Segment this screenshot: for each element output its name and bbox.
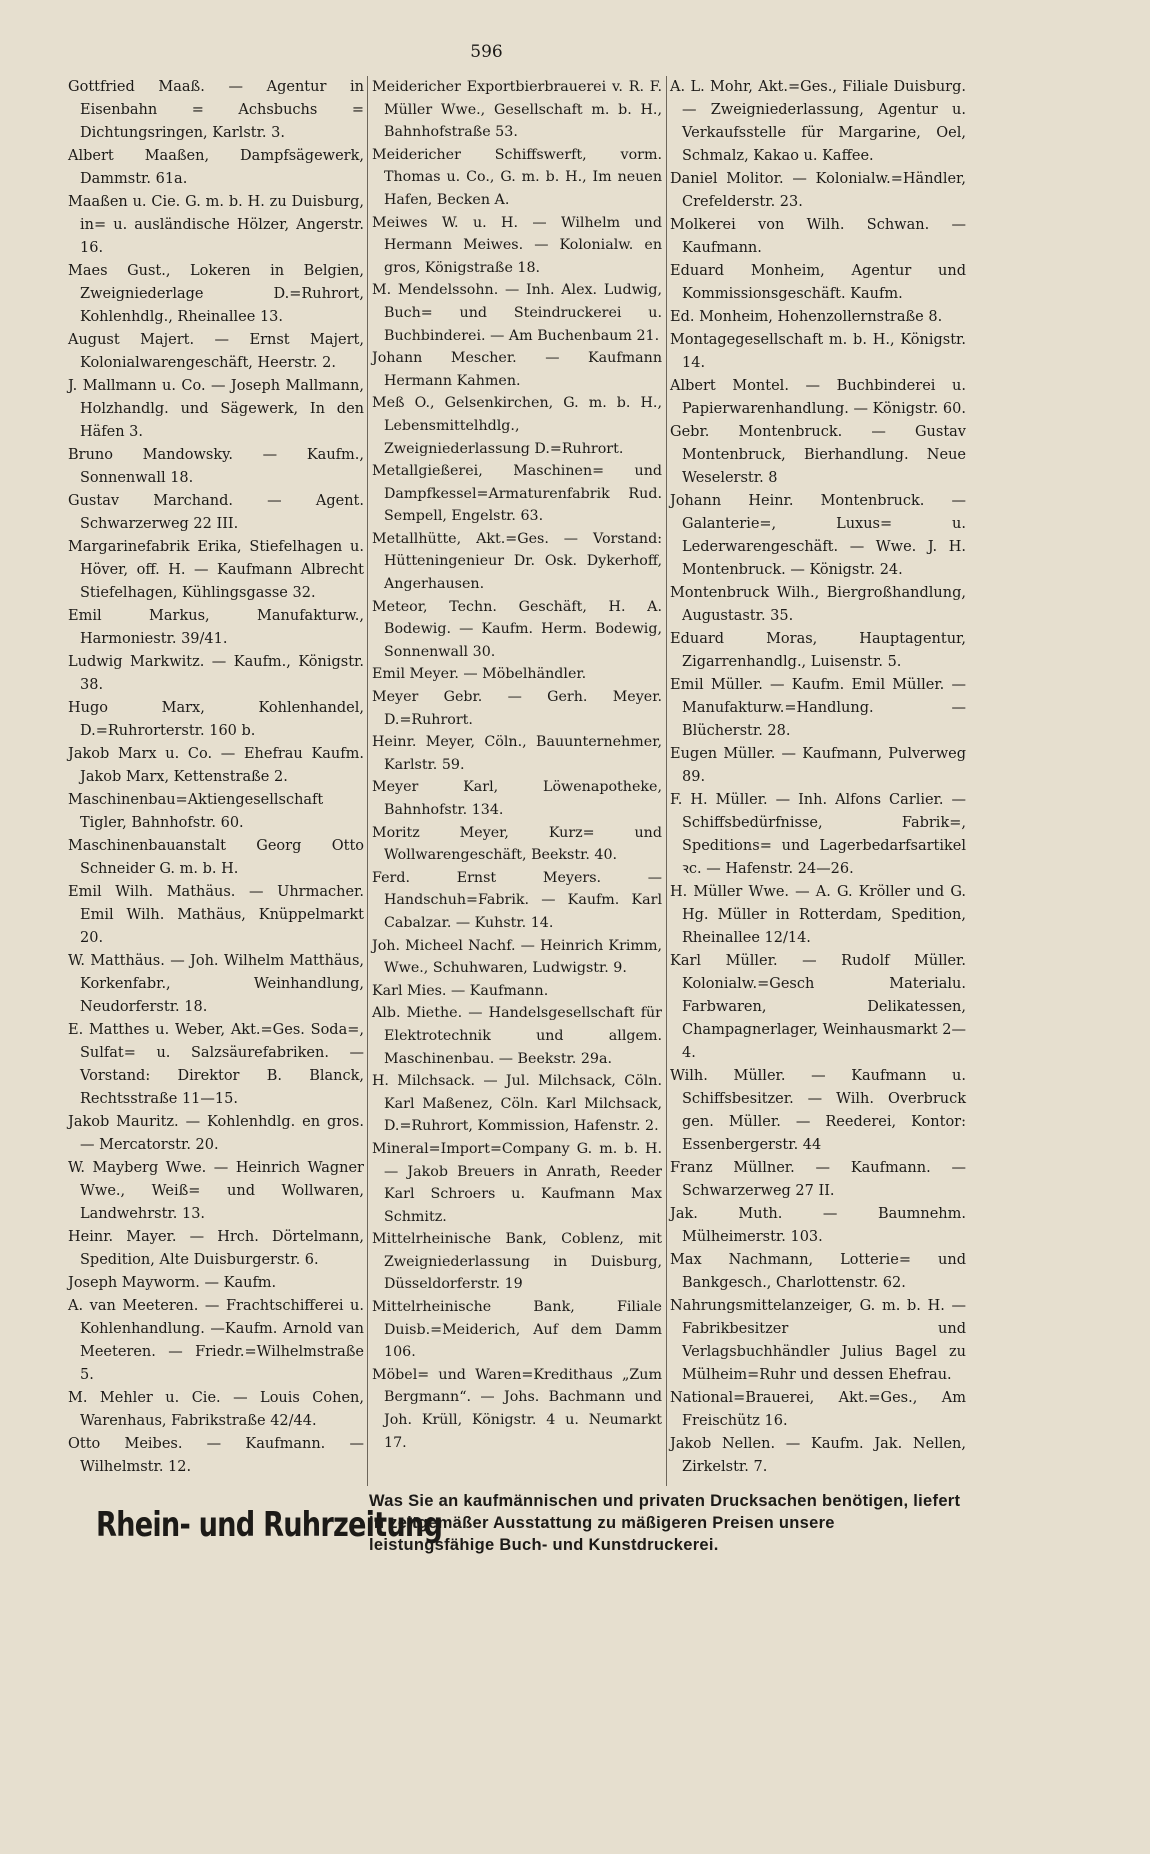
directory-entry: W. Mayberg Wwe. — Heinrich Wagner Wwe., Weiß= und Wollwaren, Landwehrstr. 13.: [68, 1160, 364, 1222]
page-number: 596: [470, 42, 503, 62]
directory-entry: Ludwig Markwitz. — Kaufm., Königstr. 38.: [68, 654, 364, 693]
directory-entry: Montenbruck Wilh., Biergroßhandlung, Augustastr. 35.: [670, 585, 966, 624]
directory-entry: Joh. Micheel Nachf. — Heinrich Krimm, Wwe., Schuhwaren, Ludwigstr. 9.: [372, 937, 662, 977]
directory-entry: M. Mendelssohn. — Inh. Alex. Ludwig, Buch= und Steindruckerei u. Buchbinderei. — Am Buchenbaum 21.: [372, 282, 662, 344]
directory-entry: Margarinefabrik Erika, Stiefelhagen u. Höver, off. H. — Kaufmann Albrecht Stiefelhagen, Kühlingsgasse 32.: [68, 539, 364, 601]
directory-entry: Albert Montel. — Buchbinderei u. Papierwarenhandlung. — Königstr. 60.: [670, 378, 966, 417]
directory-entry: Emil Müller. — Kaufm. Emil Müller. — Manufakturw.=Handlung. — Blücherstr. 28.: [670, 677, 966, 739]
directory-entry: Gustav Marchand. — Agent. Schwarzerweg 22 III.: [68, 493, 364, 532]
directory-entry: A. L. Mohr, Akt.=Ges., Filiale Duisburg. — Zweigniederlassung, Agentur u. Verkaufsstelle für Margarine, Oel, Schmalz, Kakao u. Kaffee.: [670, 79, 966, 164]
column-divider: [367, 76, 368, 1486]
directory-entry: W. Matthäus. — Joh. Wilhelm Matthäus, Korkenfabr., Weinhandlung, Neudorferstr. 18.: [68, 953, 364, 1015]
directory-entry: Meyer Gebr. — Gerh. Meyer. D.=Ruhrort.: [372, 689, 662, 728]
directory-column-3: [670, 76, 966, 1479]
directory-entry: E. Matthes u. Weber, Akt.=Ges. Soda=, Sulfat= u. Salzsäurefabriken. — Vorstand: Direktor B. Blanck, Rechtsstraße 11—15.: [68, 1022, 364, 1107]
directory-entry: Eugen Müller. — Kaufmann, Pulverweg 89.: [670, 746, 966, 785]
directory-entry: Johann Mescher. — Kaufmann Hermann Kahmen.: [372, 350, 662, 389]
directory-entry: H. Milchsack. — Jul. Milchsack, Cöln. Karl Maßenez, Cöln. Karl Milchsack, D.=Ruhrort, Kommission, Hafenstr. 2.: [372, 1073, 662, 1135]
directory-entry: Jak. Muth. — Baumnehm. Mülheimerstr. 103.: [670, 1206, 966, 1245]
advertisement-title: Rhein- und Ruhrzeitung: [96, 1505, 443, 1545]
directory-entry: Heinr. Meyer, Cöln., Bauunternehmer, Karlstr. 59.: [372, 734, 662, 773]
directory-entry: Montagegesellschaft m. b. H., Königstr. 14.: [670, 332, 966, 371]
directory-entry: J. Mallmann u. Co. — Joseph Mallmann, Holzhandlg. und Sägewerk, In den Häfen 3.: [68, 378, 364, 440]
directory-column-1: [68, 76, 364, 1479]
advertisement: [96, 1490, 965, 1560]
directory-entry: Meß O., Gelsenkirchen, G. m. b. H., Lebensmittelhdlg., Zweigniederlassung D.=Ruhrort.: [372, 395, 662, 457]
directory-entry: Jakob Mauritz. — Kohlenhdlg. en gros. — Mercatorstr. 20.: [68, 1114, 364, 1153]
directory-entry: Karl Mies. — Kaufmann.: [372, 982, 549, 999]
directory-entry: Ferd. Ernst Meyers. — Handschuh=Fabrik. — Kaufm. Karl Cabalzar. — Kuhstr. 14.: [372, 869, 662, 931]
directory-entry: Emil Wilh. Mathäus. — Uhrmacher. Emil Wilh. Mathäus, Knüppelmarkt 20.: [68, 884, 364, 946]
directory-entry: Gottfried Maaß. — Agentur in Eisenbahn = Achsbuchs = Dichtungsringen, Karlstr. 3.: [68, 79, 364, 141]
directory-entry: F. H. Müller. — Inh. Alfons Carlier. — Schiffsbedürfnisse, Fabrik=, Speditions= und Lagerbedarfsartikel ꝛc. — Hafenstr. 24—26.: [670, 792, 966, 877]
directory-entry: Molkerei von Wilh. Schwan. — Kaufmann.: [670, 217, 966, 256]
directory-entry: Moritz Meyer, Kurz= und Wollwarengeschäft, Beekstr. 40.: [372, 824, 662, 864]
directory-entry: Johann Heinr. Montenbruck. — Galanterie=, Luxus= u. Lederwarengeschäft. — Wwe. J. H. Montenbruck. — Königstr. 24.: [670, 493, 966, 578]
column-divider: [666, 76, 667, 1486]
directory-entry: Gebr. Montenbruck. — Gustav Montenbruck, Bierhandlung. Neue Weselerstr. 8: [670, 424, 966, 486]
advertisement-text: Was Sie an kaufmännischen und privaten Drucksachen benötigen, liefert in zeitgemäßer Ausstattung zu mäßigeren Preisen unsere leistungsfähige Buch- und Kunstdruckerei.: [369, 1492, 961, 1554]
directory-entry: Maaßen u. Cie. G. m. b. H. zu Duisburg, in= u. ausländische Hölzer, Angerstr. 16.: [68, 194, 364, 256]
directory-entry: Eduard Moras, Hauptagentur, Zigarrenhandlg., Luisenstr. 5.: [670, 631, 966, 670]
directory-entry: Heinr. Mayer. — Hrch. Dörtelmann, Spedition, Alte Duisburgerstr. 6.: [68, 1229, 364, 1268]
directory-entry: National=Brauerei, Akt.=Ges., Am Freischütz 16.: [670, 1390, 966, 1429]
directory-entry: Mittelrheinische Bank, Coblenz, mit Zweigniederlassung in Duisburg, Düsseldorferstr. 19: [372, 1231, 662, 1293]
directory-entry: Metallhütte, Akt.=Ges. — Vorstand: Hütteningenieur Dr. Osk. Dykerhoff, Angerhausen.: [372, 530, 662, 593]
directory-entry: Maschinenbauanstalt Georg Otto Schneider G. m. b. H.: [68, 838, 364, 877]
directory-entry: Eduard Monheim, Agentur und Kommissionsgeschäft. Kaufm.: [670, 263, 966, 302]
directory-entry: Maes Gust., Lokeren in Belgien, Zweigniederlage D.=Ruhrort, Kohlenhdlg., Rheinallee 13.: [68, 263, 364, 325]
directory-entry: Max Nachmann, Lotterie= und Bankgesch., Charlottenstr. 62.: [670, 1252, 966, 1291]
directory-entry: Karl Müller. — Rudolf Müller. Kolonialw.=Gesch Materialu. Farbwaren, Delikatessen, Champagnerlager, Weinhausmarkt 2—4.: [670, 953, 966, 1061]
directory-entry: Meteor, Techn. Geschäft, H. A. Bodewig. — Kaufm. Herm. Bodewig, Sonnenwall 30.: [372, 598, 662, 660]
directory-entry: Metallgießerei, Maschinen= und Dampfkessel=Armaturenfabrik Rud. Sempell, Engelstr. 63.: [372, 463, 662, 525]
directory-entry: Daniel Molitor. — Kolonialw.=Händler, Crefelderstr. 23.: [670, 171, 966, 210]
directory-entry: Ed. Monheim, Hohenzollernstraße 8.: [670, 309, 943, 325]
directory-entry: Emil Markus, Manufakturw., Harmoniestr. 39/41.: [68, 608, 364, 647]
directory-entry: Meiwes W. u. H. — Wilhelm und Hermann Meiwes. — Kolonialw. en gros, Königstraße 18.: [372, 214, 662, 276]
directory-entry: Joseph Mayworm. — Kaufm.: [68, 1275, 277, 1291]
directory-entry: Jakob Marx u. Co. — Ehefrau Kaufm. Jakob Marx, Kettenstraße 2.: [68, 746, 364, 785]
directory-entry: Meyer Karl, Löwenapotheke, Bahnhofstr. 134.: [372, 779, 662, 818]
directory-entry: Otto Meibes. — Kaufmann. — Wilhelmstr. 12.: [68, 1436, 364, 1475]
directory-entry: Mineral=Import=Company G. m. b. H. — Jakob Breuers in Anrath, Reeder Karl Schroers u. Kaufmann Max Schmitz.: [372, 1140, 662, 1225]
directory-entry: Maschinenbau=Aktiengesellschaft Tigler, Bahnhofstr. 60.: [68, 792, 324, 831]
directory-entry: Hugo Marx, Kohlenhandel, D.=Ruhrorterstr. 160 b.: [68, 700, 364, 739]
directory-entry: Nahrungsmittelanzeiger, G. m. b. H. — Fabrikbesitzer und Verlagsbuchhändler Julius Bagel zu Mülheim=Ruhr und dessen Ehefrau.: [670, 1298, 966, 1383]
directory-entry: Meidericher Schiffswerft, vorm. Thomas u. Co., G. m. b. H., Im neuen Hafen, Becken A.: [372, 146, 662, 208]
directory-entry: Bruno Mandowsky. — Kaufm., Sonnenwall 18.: [68, 447, 364, 486]
directory-entry: Franz Müllner. — Kaufmann. — Schwarzerweg 27 II.: [670, 1160, 966, 1199]
directory-entry: H. Müller Wwe. — A. G. Kröller und G. Hg. Müller in Rotterdam, Spedition, Rheinallee 12/14.: [670, 884, 966, 946]
directory-entry: August Majert. — Ernst Majert, Kolonialwarengeschäft, Heerstr. 2.: [68, 332, 364, 371]
directory-column-2: [372, 76, 662, 1454]
directory-entry: A. van Meeteren. — Frachtschifferei u. Kohlenhandlung. —Kaufm. Arnold van Meeteren. — Friedr.=Wilhelmstraße 5.: [68, 1298, 364, 1383]
directory-entry: Emil Meyer. — Möbelhändler.: [372, 666, 587, 683]
directory-entry: Jakob Nellen. — Kaufm. Jak. Nellen, Zirkelstr. 7.: [670, 1436, 966, 1475]
directory-entry: Möbel= und Waren=Kredithaus „Zum Bergmann“. — Johs. Bachmann und Joh. Krüll, Königstr. 4 u. Neumarkt 17.: [372, 1366, 662, 1451]
directory-entry: M. Mehler u. Cie. — Louis Cohen, Warenhaus, Fabrikstraße 42/44.: [68, 1390, 364, 1429]
directory-entry: Meidericher Exportbierbrauerei v. R. F. Müller Wwe., Gesellschaft m. b. H., Bahnhofstraße 53.: [372, 79, 662, 141]
directory-entry: Alb. Miethe. — Handelsgesellschaft für Elektrotechnik und allgem. Maschinenbau. — Beekstr. 29a.: [372, 1005, 662, 1067]
directory-entry: Wilh. Müller. — Kaufmann u. Schiffsbesitzer. — Wilh. Overbruck gen. Müller. — Reederei, Kontor: Essenbergerstr. 44: [670, 1068, 966, 1153]
directory-entry: Albert Maaßen, Dampfsägewerk, Dammstr. 61a.: [68, 148, 364, 187]
directory-entry: Mittelrheinische Bank, Filiale Duisb.=Meiderich, Auf dem Damm 106.: [372, 1299, 662, 1361]
